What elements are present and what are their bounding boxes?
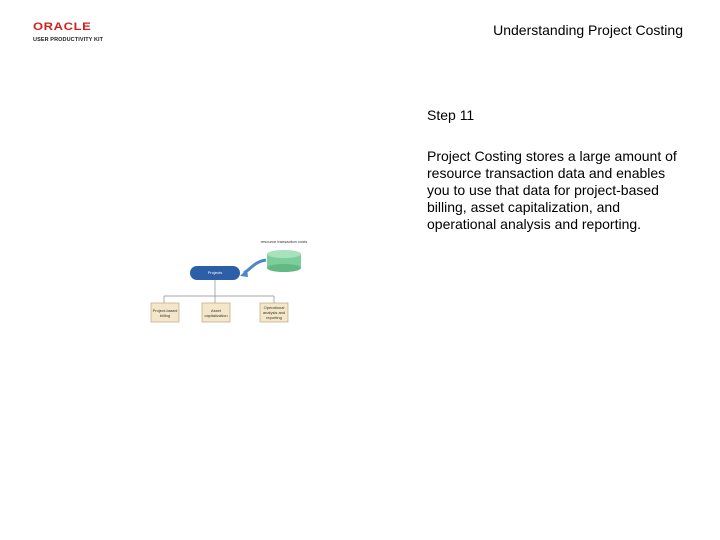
database-cylinder-icon [267, 250, 301, 272]
output-label-reporting: Operational analysis and reporting [262, 305, 286, 320]
output-label-capitalization: Asset capitalization [204, 308, 228, 318]
arrow-icon [244, 260, 266, 273]
logo-subtitle: USER PRODUCTIVITY KIT [33, 37, 104, 43]
database-label: resource transaction costs [260, 239, 308, 244]
logo-brand: ORACLE [33, 21, 92, 33]
connector-lines [164, 280, 274, 303]
project-costing-diagram [148, 236, 314, 328]
step-title: Step 11 [427, 107, 475, 123]
document-title: Understanding Project Costing [493, 22, 683, 38]
hub-label: Projects [207, 270, 223, 275]
output-label-billing: Project-based billing [152, 308, 178, 318]
oracle-upk-logo [33, 22, 125, 48]
step-description: Project Costing stores a large amount of resource transaction data and enables you to use that data for project-based billing, asset capitalization, and operational analysis and reporting. [427, 148, 677, 232]
arrow-head-icon [240, 269, 248, 277]
